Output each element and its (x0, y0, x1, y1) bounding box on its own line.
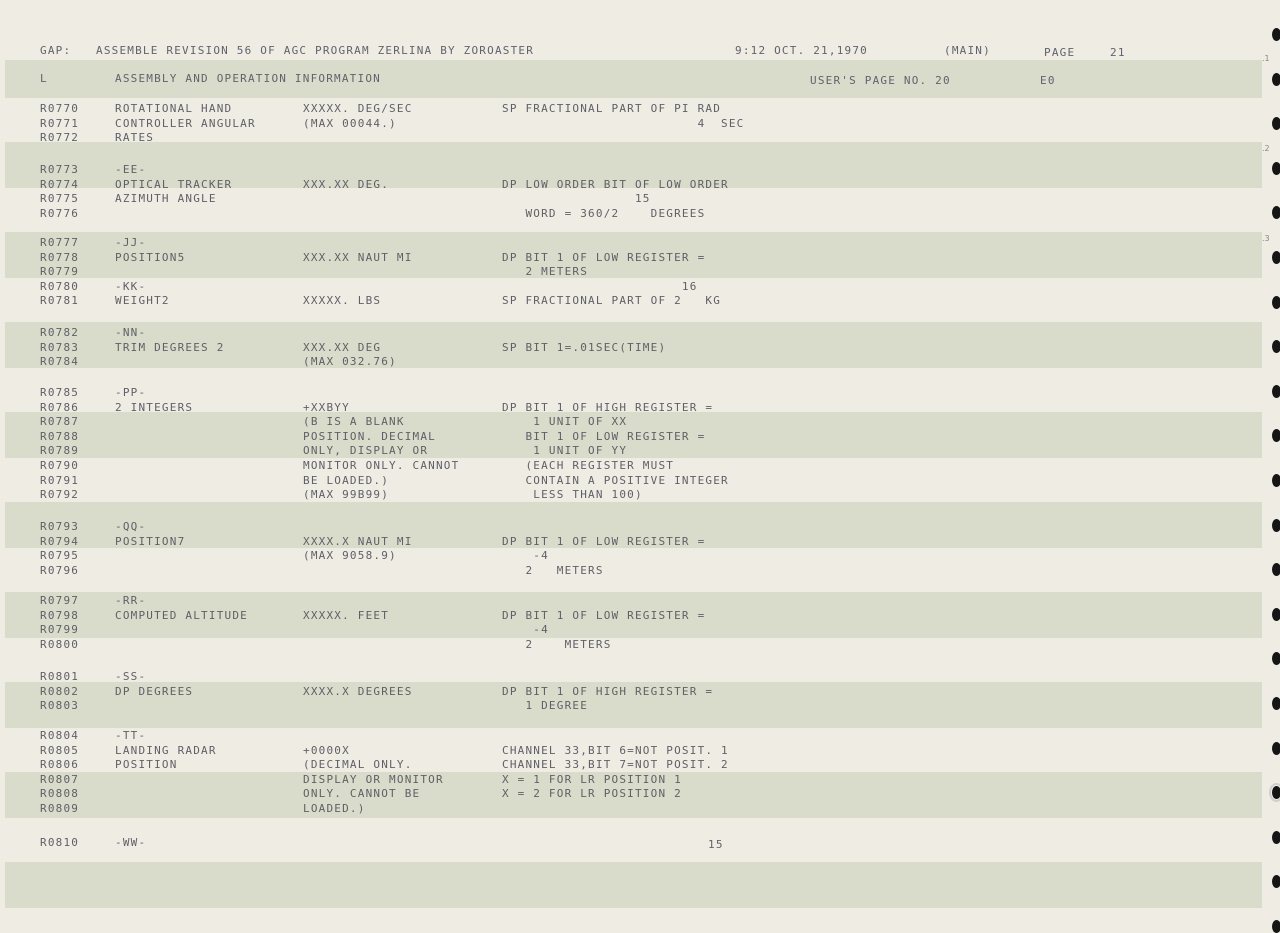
feed-hole (1272, 340, 1280, 353)
register-id: R0773 (40, 163, 80, 176)
scaling-description: CHANNEL 33,BIT 6=NOT POSIT. 1 (502, 743, 729, 757)
subheader-column-l: L (40, 72, 48, 85)
display-name: COMPUTED ALTITUDE (115, 608, 248, 622)
scaling-description: X = 1 FOR LR POSITION 1 (502, 772, 682, 786)
register-id: R0781 (40, 294, 80, 308)
display-name: RATES (115, 131, 155, 145)
register-id: R0804 (40, 729, 80, 742)
scaling-description: DP LOW ORDER BIT OF LOW ORDER (502, 177, 729, 191)
display-format: ONLY, DISPLAY OR (303, 444, 429, 458)
register-id: R0787 (40, 415, 80, 429)
display-name: OPTICAL TRACKER (115, 177, 233, 191)
register-id: R0805 (40, 743, 80, 757)
scaling-description: 4 SEC (502, 116, 745, 130)
scaling-description: 2 METERS (502, 637, 612, 651)
feed-hole (1272, 28, 1280, 41)
display-name: LANDING RADAR (115, 743, 217, 757)
register-id: R0780 (40, 279, 80, 293)
scaling-description: 2 METERS (502, 265, 589, 279)
display-name: -WW- (115, 836, 147, 849)
register-id: R0785 (40, 386, 80, 399)
register-id: R0796 (40, 563, 80, 577)
header-title: ASSEMBLE REVISION 56 OF AGC PROGRAM ZERLINA BY ZOROASTER (96, 44, 535, 57)
feed-hole (1272, 296, 1280, 309)
display-format: (MAX 00044.) (303, 116, 397, 130)
register-id: R0777 (40, 236, 80, 249)
feed-hole (1272, 162, 1280, 175)
register-id: R0790 (40, 459, 80, 472)
display-format: (B IS A BLANK (303, 415, 405, 429)
display-name: -QQ- (115, 520, 147, 533)
display-format: ONLY. CANNOT BE (303, 787, 421, 801)
scaling-description: DP BIT 1 OF HIGH REGISTER = (502, 684, 714, 698)
scaling-description: LESS THAN 100) (502, 488, 643, 502)
scaling-description: SP FRACTIONAL PART OF PI RAD (502, 102, 722, 115)
scaling-description: (EACH REGISTER MUST (502, 459, 675, 472)
feed-hole (1272, 652, 1280, 665)
display-name: POSITION5 (115, 250, 186, 264)
display-format: (DECIMAL ONLY. (303, 758, 413, 772)
display-format: MONITOR ONLY. CANNOT (303, 459, 460, 472)
scaling-description: CHANNEL 33,BIT 7=NOT POSIT. 2 (502, 758, 729, 772)
feed-hole (1272, 563, 1280, 576)
scaling-description: 16 (502, 279, 698, 293)
register-id: R0797 (40, 594, 80, 607)
header-datetime: 9:12 OCT. 21,1970 (735, 44, 868, 57)
scaling-description: 15 (502, 192, 651, 206)
register-id: R0806 (40, 758, 80, 772)
display-name: POSITION (115, 758, 178, 772)
register-id: R0779 (40, 265, 80, 279)
register-id: R0801 (40, 670, 80, 683)
feed-hole (1272, 429, 1280, 442)
display-format: (MAX 032.76) (303, 355, 397, 369)
display-name: -NN- (115, 326, 147, 339)
scaling-description: CONTAIN A POSITIVE INTEGER (502, 473, 729, 487)
feed-hole (1272, 385, 1280, 398)
display-name: -SS- (115, 670, 147, 683)
register-id: R0792 (40, 488, 80, 502)
register-id: R0783 (40, 340, 80, 354)
display-name: -JJ- (115, 236, 147, 249)
register-id: R0772 (40, 131, 80, 145)
display-name: AZIMUTH ANGLE (115, 192, 217, 206)
display-name: DP DEGREES (115, 684, 194, 698)
display-format: XXXXX. FEET (303, 608, 390, 622)
register-id: R0808 (40, 787, 80, 801)
register-id: R0803 (40, 699, 80, 713)
display-format: XXXXX. LBS (303, 294, 382, 308)
display-format: XXX.XX NAUT MI (303, 250, 413, 264)
feed-hole (1272, 73, 1280, 86)
header-gap-label: GAP: (40, 44, 72, 57)
scaling-description: BIT 1 OF LOW REGISTER = (502, 429, 706, 443)
users-page-number: USER'S PAGE NO. 20 (810, 74, 951, 87)
register-id: R0774 (40, 177, 80, 191)
feed-hole (1272, 251, 1280, 264)
feed-hole (1272, 786, 1280, 799)
feed-hole (1272, 117, 1280, 130)
display-format: POSITION. DECIMAL (303, 429, 436, 443)
feed-hole (1272, 742, 1280, 755)
margin-mark: .2 (1262, 144, 1270, 153)
register-id: R0775 (40, 192, 80, 206)
scaling-description: 1 DEGREE (502, 699, 589, 713)
register-id: R0807 (40, 772, 80, 786)
register-id: R0771 (40, 116, 80, 130)
feed-hole (1272, 875, 1280, 888)
margin-mark: .1 (1262, 54, 1270, 63)
scaling-description: WORD = 360/2 DEGREES (502, 206, 706, 220)
feed-hole (1272, 831, 1280, 844)
greenbar-band (5, 862, 1262, 908)
register-id: R0798 (40, 608, 80, 622)
display-name: -EE- (115, 163, 147, 176)
scaling-description: DP BIT 1 OF LOW REGISTER = (502, 608, 706, 622)
register-id: R0786 (40, 400, 80, 414)
display-format: LOADED.) (303, 802, 366, 815)
scaling-description: DP BIT 1 OF LOW REGISTER = (502, 250, 706, 264)
scaling-description: SP FRACTIONAL PART OF 2 KG (502, 294, 722, 308)
feed-hole (1272, 608, 1280, 621)
display-format: (MAX 99B99) (303, 488, 390, 502)
register-id: R0809 (40, 802, 80, 815)
display-format: (MAX 9058.9) (303, 549, 397, 563)
display-format: XXXX.X NAUT MI (303, 534, 413, 548)
header-page-label: PAGE (1044, 46, 1076, 59)
subheader-title: ASSEMBLY AND OPERATION INFORMATION (115, 72, 381, 85)
display-name: -RR- (115, 594, 147, 607)
display-name: 2 INTEGERS (115, 400, 194, 414)
scaling-description: 1 UNIT OF YY (502, 444, 628, 458)
display-name: ROTATIONAL HAND (115, 102, 233, 115)
display-name: CONTROLLER ANGULAR (115, 116, 256, 130)
display-format: XXXX.X DEGREES (303, 684, 413, 698)
display-name: TRIM DEGREES 2 (115, 340, 225, 354)
scaling-description: -4 (502, 623, 549, 637)
feed-hole (1272, 206, 1280, 219)
register-id: R0799 (40, 623, 80, 637)
register-id: R0791 (40, 473, 80, 487)
register-id: R0776 (40, 206, 80, 220)
register-id: R0784 (40, 355, 80, 369)
subheader-code: E0 (1040, 74, 1056, 87)
display-format: +XXBYY (303, 400, 350, 414)
register-id: R0782 (40, 326, 80, 339)
register-id: R0800 (40, 637, 80, 651)
scaling-description: 2 METERS (502, 563, 604, 577)
display-name: POSITION7 (115, 534, 186, 548)
header-page-number: 21 (1110, 46, 1126, 59)
display-format: XXX.XX DEG (303, 340, 382, 354)
register-id: R0789 (40, 444, 80, 458)
display-format: XXX.XX DEG. (303, 177, 390, 191)
register-id: R0778 (40, 250, 80, 264)
register-id: R0788 (40, 429, 80, 443)
register-id: R0794 (40, 534, 80, 548)
scaling-description: -4 (502, 549, 549, 563)
display-name: WEIGHT2 (115, 294, 170, 308)
display-format: BE LOADED.) (303, 473, 390, 487)
register-id: R0802 (40, 684, 80, 698)
header-section: (MAIN) (944, 44, 991, 57)
feed-hole (1272, 920, 1280, 933)
display-name: -TT- (115, 729, 147, 742)
scaling-description: SP BIT 1=.01SEC(TIME) (502, 340, 667, 354)
display-format: +0000X (303, 743, 350, 757)
register-id: R0793 (40, 520, 80, 533)
register-id: R0770 (40, 102, 80, 115)
scaling-description: DP BIT 1 OF HIGH REGISTER = (502, 400, 714, 414)
footer-page-number: 15 (708, 838, 724, 851)
register-id: R0810 (40, 836, 80, 849)
register-id: R0795 (40, 549, 80, 563)
display-name: -PP- (115, 386, 147, 399)
margin-mark: .3 (1262, 234, 1270, 243)
display-name: -KK- (115, 279, 147, 293)
scaling-description: 1 UNIT OF XX (502, 415, 628, 429)
display-format: XXXXX. DEG/SEC (303, 102, 413, 115)
feed-hole (1272, 474, 1280, 487)
feed-hole (1272, 697, 1280, 710)
display-format: DISPLAY OR MONITOR (303, 772, 444, 786)
scaling-description: X = 2 FOR LR POSITION 2 (502, 787, 682, 801)
scaling-description: DP BIT 1 OF LOW REGISTER = (502, 534, 706, 548)
feed-hole (1272, 519, 1280, 532)
